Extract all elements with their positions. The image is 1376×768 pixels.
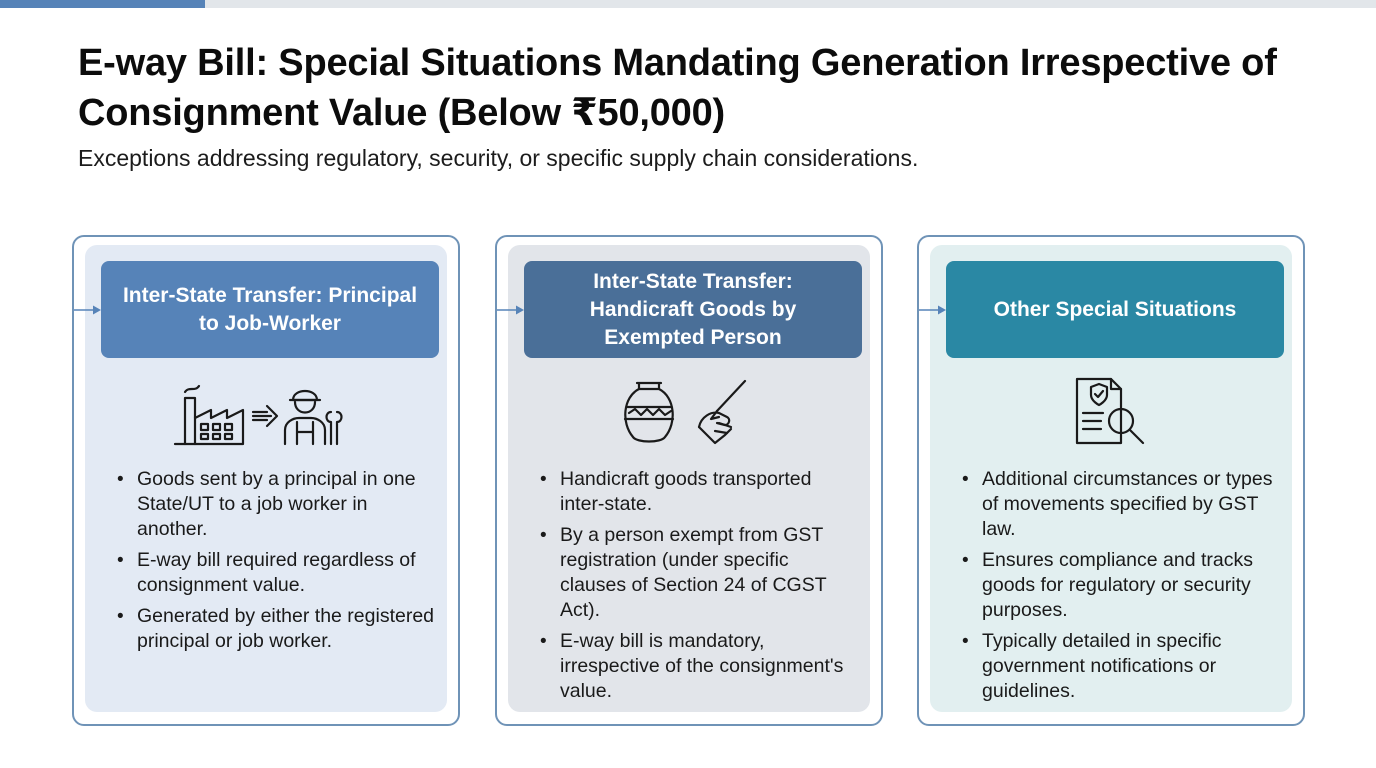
card-icons [508,373,870,453]
card-icons [85,373,447,453]
card-header-title: Inter-State Transfer: Handicraft Goods by Exempted Person [589,269,797,349]
pottery-and-brush-icon [619,377,759,449]
list-item: • Typically detailed in specific government notifications or guidelines. [960,629,1280,704]
top-progress-bar [0,0,1376,8]
list-item: • Additional circumstances or types of movements specified by GST law. [960,467,1280,542]
card-bullet-list [538,467,858,710]
card-handicraft-goods [495,235,883,726]
card-header-title: Other Special Situations [993,297,1237,321]
factory-icon [175,386,243,444]
card-icons [930,373,1292,453]
card-header [101,261,439,358]
card-bullet-list [115,467,435,660]
pottery-vase-icon [625,383,673,442]
page-title: E-way Bill: Special Situations Mandating Generation Irrespective of Consignment Value (Below ₹50,000) [78,42,1277,134]
card-bullet-list [960,467,1280,710]
list-item: • By a person exempt from GST registration (under specific clauses of Section 24 of CGST Act). [538,523,858,623]
document-magnifier-icon [1071,377,1151,449]
hand-with-brush-icon [699,381,745,443]
arrow-right-icon [497,304,524,316]
card-body [508,245,870,712]
list-item: • E-way bill required regardless of consignment value. [115,548,435,598]
list-item: • Ensures compliance and tracks goods for regulatory or security purposes. [960,548,1280,623]
arrow-right-icon [74,304,101,316]
card-header [524,261,862,358]
card-body [85,245,447,712]
factory-to-worker-icon [171,378,361,448]
card-header-title: Inter-State Transfer: Principal to Job-Worker [122,283,418,335]
arrow-right-icon [919,304,946,316]
worker-with-wrench-icon [285,391,342,444]
card-body [930,245,1292,712]
page-subtitle: Exceptions addressing regulatory, security, or specific supply chain considerations. [78,145,919,171]
top-progress-accent [0,0,205,8]
arrow-right-icon [253,406,277,426]
card-principal-to-job-worker [72,235,460,726]
card-other-special-situations [917,235,1305,726]
list-item: • Generated by either the registered principal or job worker. [115,604,435,654]
list-item: • E-way bill is mandatory, irrespective of the consignment's value. [538,629,858,704]
list-item: • Goods sent by a principal in one State/UT to a job worker in another. [115,467,435,542]
card-header [946,261,1284,358]
list-item: • Handicraft goods transported inter-state. [538,467,858,517]
